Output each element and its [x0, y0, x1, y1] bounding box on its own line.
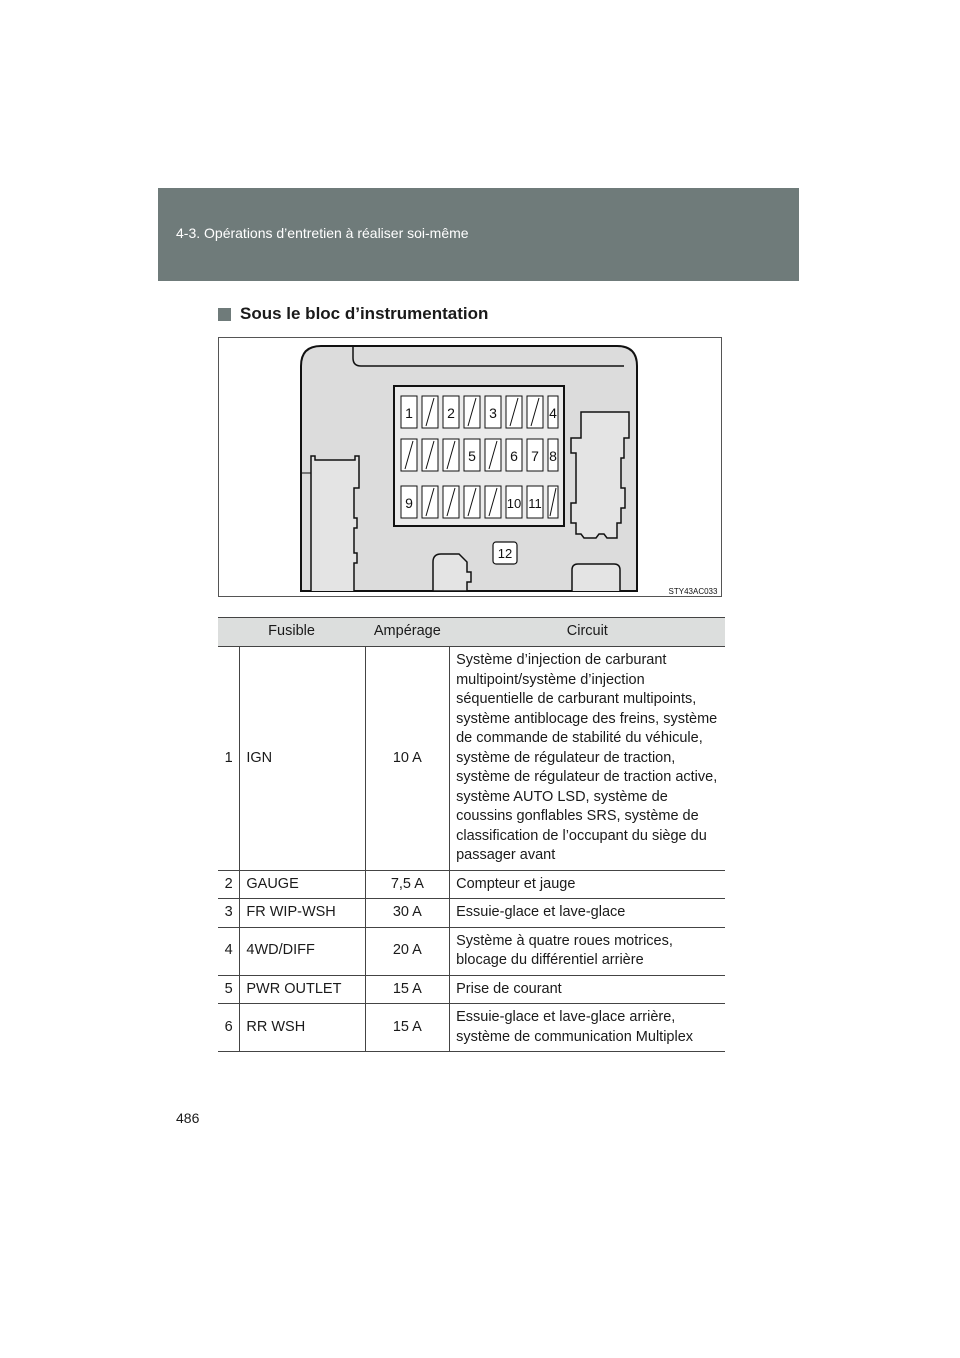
fuse-circuit: Système à quatre roues motrices, blocage du différentiel arrière: [450, 927, 725, 975]
table-header-row: [218, 618, 725, 647]
col-header-amperage: Ampérage: [365, 618, 450, 647]
fuse-label: 6: [510, 448, 518, 464]
table-row: [218, 975, 725, 1004]
fuse-amperage: 30 A: [365, 899, 450, 928]
section-title: [218, 304, 488, 324]
table-row: [218, 927, 725, 975]
fuse-label: 1: [405, 405, 413, 421]
fuse-box-svg: [219, 338, 723, 598]
table-row: [218, 899, 725, 928]
table-row: [218, 1004, 725, 1052]
relay-label: 12: [497, 546, 513, 561]
fuse-label: 3: [489, 405, 497, 421]
fuse-table: [218, 617, 725, 1052]
fuse-label: 2: [447, 405, 455, 421]
fuse-name: 4WD/DIFF: [240, 927, 365, 975]
fuse-name: GAUGE: [240, 870, 365, 899]
fuse-amperage: 15 A: [365, 1004, 450, 1052]
fuse-number: 1: [218, 647, 240, 871]
fuse-amperage: 20 A: [365, 927, 450, 975]
fuse-name: RR WSH: [240, 1004, 365, 1052]
fuse-label: 7: [531, 448, 539, 464]
fuse-label: 8: [549, 448, 557, 464]
table-row: [218, 647, 725, 871]
fuse-name: IGN: [240, 647, 365, 871]
fuse-row-1: [401, 396, 558, 428]
bottom-right-box: [572, 564, 620, 591]
fuse-label: 4: [549, 405, 557, 421]
table-row: [218, 870, 725, 899]
fuse-label: 5: [468, 448, 476, 464]
fuse-circuit: Système d’injection de carburant multipoint/système d’injection séquentielle de carburant multipoints, système antiblocage des freins, système de commande de stabilité du véhicule, système de régulateur de traction, système de régulateur de traction active, système AUTO LSD, système de coussins gonflables SRS, système de classification de l’occupant du siège du passager avant: [450, 647, 725, 871]
relay-box: [433, 554, 471, 591]
fuse-label: 9: [405, 495, 413, 511]
fuse-name: FR WIP-WSH: [240, 899, 365, 928]
fuse-circuit: Essuie-glace et lave-glace arrière, système de communication Multiplex: [450, 1004, 725, 1052]
section-header: 4-3. Opérations d’entretien à réaliser soi-même: [176, 225, 469, 241]
fuse-amperage: 15 A: [365, 975, 450, 1004]
fuse-number: 6: [218, 1004, 240, 1052]
figure-code: STY43AC033: [668, 587, 718, 596]
page-number: 486: [176, 1110, 200, 1126]
fuse-number: 5: [218, 975, 240, 1004]
fuse-amperage: 10 A: [365, 647, 450, 871]
fuse-number: 2: [218, 870, 240, 899]
square-bullet-icon: [218, 308, 231, 321]
fuse-label: 10: [506, 496, 522, 511]
fuse-circuit: Prise de courant: [450, 975, 725, 1004]
fuse-circuit: Compteur et jauge: [450, 870, 725, 899]
col-header-circuit: Circuit: [450, 618, 725, 647]
fuse-name: PWR OUTLET: [240, 975, 365, 1004]
left-connector: [311, 456, 359, 591]
fuse-number: 4: [218, 927, 240, 975]
section-title-text: Sous le bloc d’instrumentation: [240, 304, 489, 323]
fuse-amperage: 7,5 A: [365, 870, 450, 899]
fuse-circuit: Essuie-glace et lave-glace: [450, 899, 725, 928]
fuse-box-diagram: [218, 337, 722, 597]
fuse-number: 3: [218, 899, 240, 928]
fuse-label: 11: [528, 496, 542, 511]
col-header-fuse: Fusible: [218, 618, 365, 647]
